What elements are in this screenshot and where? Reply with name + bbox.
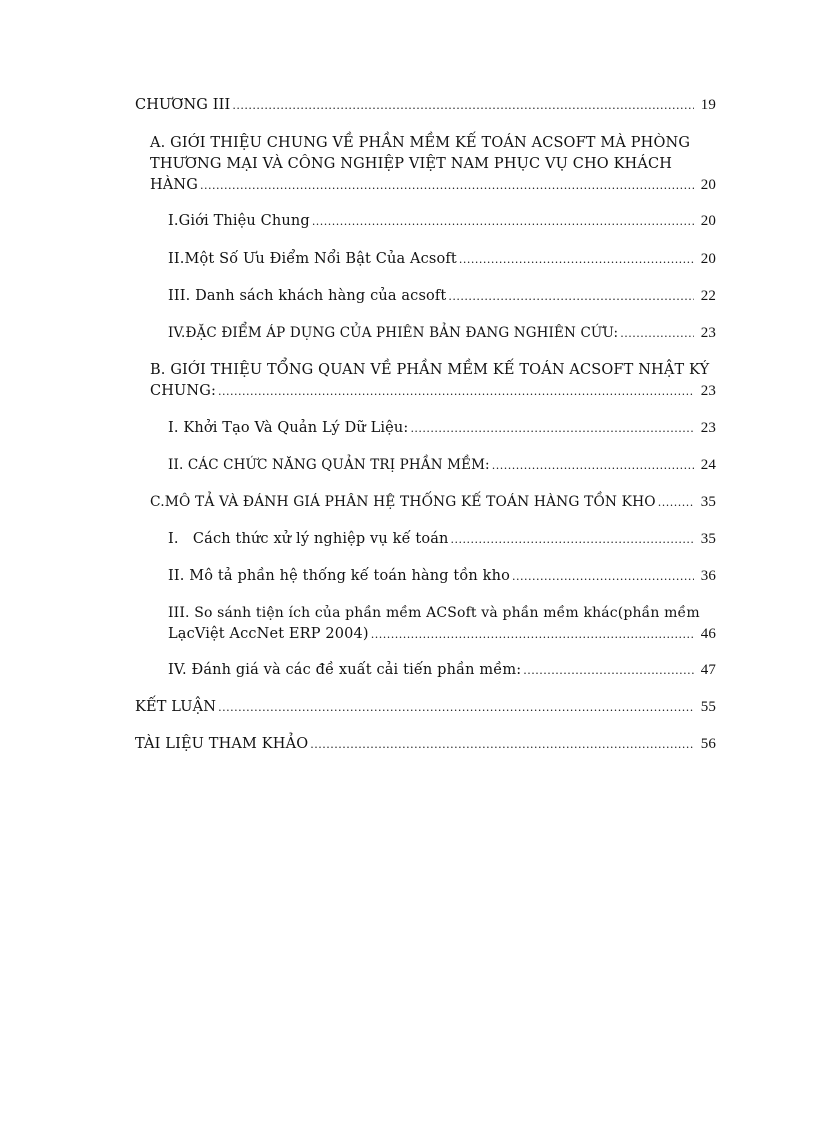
toc-entry-c3[interactable] — [168, 603, 716, 645]
dot-leader — [218, 381, 694, 402]
toc-page-number: 47 — [700, 662, 716, 678]
toc-page-number: 22 — [700, 288, 716, 304]
toc-page-number: 46 — [700, 626, 716, 642]
dot-leader — [620, 323, 694, 344]
toc-entry-b2[interactable] — [168, 455, 716, 476]
toc-page-number: 23 — [700, 325, 716, 341]
toc-entry-a4[interactable] — [168, 323, 716, 344]
toc-title: III. Danh sách khách hàng của acsoft — [168, 288, 447, 304]
toc-page-number: 56 — [700, 736, 716, 752]
toc-page-number: 20 — [700, 177, 716, 193]
toc-page-number: 23 — [700, 420, 716, 436]
toc-title: II. CÁC CHỨC NĂNG QUẢN TRỊ PHẦN MỀM: — [168, 457, 490, 473]
toc-entry-chuong-3[interactable] — [135, 95, 716, 116]
toc-entry-a1[interactable] — [168, 211, 716, 232]
dot-leader — [459, 249, 694, 270]
toc-page-number: 35 — [700, 531, 716, 547]
dot-leader — [218, 697, 694, 718]
toc-title-line-1: B. GIỚI THIỆU TỔNG QUAN VỀ PHẦN MỀM KẾ TOÁN ACSOFT NHẬT KÝ — [150, 362, 710, 378]
toc-title: II.Một Số Ưu Điểm Nổi Bật Của Acsoft — [168, 251, 457, 267]
toc-entry-c[interactable] — [150, 492, 716, 513]
toc-page-number: 19 — [700, 97, 716, 113]
dot-leader — [492, 455, 694, 476]
toc-title: I. Khởi Tạo Và Quản Lý Dữ Liệu: — [168, 420, 409, 436]
toc-entry-a[interactable] — [150, 133, 716, 196]
dot-leader — [371, 624, 694, 645]
toc-title-line-2: THƯƠNG MẠI VÀ CÔNG NGHIỆP VIỆT NAM PHỤC VỤ CHO KHÁCH — [150, 156, 673, 172]
toc-page-number: 24 — [700, 457, 716, 473]
toc-title: IV.ĐẶC ĐIỂM ÁP DỤNG CỦA PHIÊN BẢN ĐANG NGHIÊN CỨU: — [168, 325, 619, 341]
toc-entry-c4[interactable] — [168, 660, 716, 681]
toc-entry-a3[interactable] — [168, 286, 716, 307]
toc-title: I.Giới Thiệu Chung — [168, 213, 310, 229]
toc-entry-tai-lieu[interactable] — [135, 734, 716, 755]
dot-leader — [232, 95, 694, 116]
toc-title: I. Cách thức xử lý nghiệp vụ kế toán — [168, 531, 449, 547]
dot-leader — [451, 529, 694, 550]
dot-leader — [658, 492, 694, 513]
toc-page-number: 35 — [700, 494, 716, 510]
toc-entry-a2[interactable] — [168, 249, 716, 270]
toc-title: IV. Đánh giá và các đề xuất cải tiến phần mềm: — [168, 662, 522, 678]
toc-title-line-2: LạcViệt AccNet ERP 2004) — [168, 626, 369, 642]
toc-title: CHƯƠNG III — [135, 97, 231, 113]
toc-entry-c1[interactable] — [168, 529, 716, 550]
toc-title: C.MÔ TẢ VÀ ĐÁNH GIÁ PHÂN HỆ THỐNG KẾ TOÁN HÀNG TỒN KHO — [150, 494, 656, 510]
dot-leader — [512, 566, 694, 587]
toc-entry-b[interactable] — [150, 360, 716, 402]
dot-leader — [310, 734, 694, 755]
toc-title-line-3: HÀNG — [150, 177, 198, 193]
toc-title-line-1: III. So sánh tiện ích của phần mềm ACSoft và phần mềm khác(phần mềm — [168, 605, 700, 621]
toc-title-line-1: A. GIỚI THIỆU CHUNG VỀ PHẦN MỀM KẾ TOÁN ACSOFT MÀ PHÒNG — [150, 135, 691, 151]
dot-leader — [312, 211, 694, 232]
toc-title-line-2: CHUNG: — [150, 383, 217, 399]
dot-leader — [523, 660, 694, 681]
toc-entry-ket-luan[interactable] — [135, 697, 716, 718]
toc-title: KẾT LUẬN — [135, 699, 217, 715]
toc-title: TÀI LIỆU THAM KHẢO — [135, 736, 309, 752]
dot-leader — [410, 418, 694, 439]
toc-entry-c2[interactable] — [168, 566, 716, 587]
toc-page-number: 55 — [700, 699, 716, 715]
dot-leader — [448, 286, 694, 307]
toc-entry-b1[interactable] — [168, 418, 716, 439]
dot-leader — [200, 175, 694, 196]
toc-page-number: 20 — [700, 213, 716, 229]
toc-title: II. Mô tả phần hệ thống kế toán hàng tồn kho — [168, 568, 510, 584]
toc-page-number: 23 — [700, 383, 716, 399]
toc-page-number: 36 — [700, 568, 716, 584]
toc-page-number: 20 — [700, 251, 716, 267]
